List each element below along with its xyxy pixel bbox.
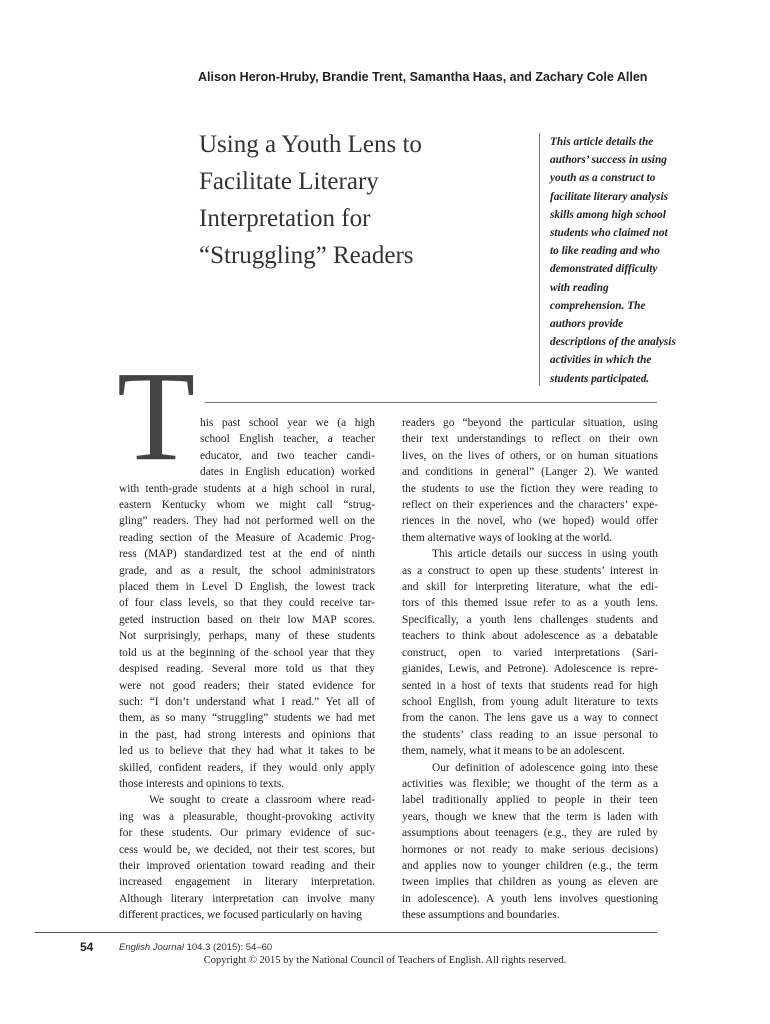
- abstract-line: authors provide: [550, 318, 624, 331]
- body-text-line: these assumptions and boundaries.: [402, 909, 560, 922]
- body-text-line: lives, on the lives of others, or on human situations: [402, 449, 658, 462]
- abstract-line: comprehension. The: [550, 299, 646, 312]
- body-text-line: skilled, confident readers, if they would only apply: [119, 761, 375, 774]
- body-text-line: teachers to think about adolescence as a debatable: [402, 630, 658, 643]
- body-text-line: them, namely, what it means to be an adolescent.: [402, 745, 625, 758]
- body-text-line: tween implies that children as young as eleven are: [402, 876, 658, 889]
- body-text-line: placed them in Level D English, the lowest track: [119, 581, 375, 594]
- abstract-line: descriptions of the analysis: [550, 336, 676, 349]
- body-text-line: tors of this themed issue refer to as a youth lens.: [402, 597, 658, 610]
- abstract-line: This article details the: [550, 136, 654, 148]
- body-text-line: eastern Kentucky whom we might call “strug-: [119, 499, 375, 512]
- body-text-line: construct, open to varied interpretations (Sari-: [402, 646, 658, 659]
- body-text-line: of four class levels, so that they could receive tar-: [119, 597, 375, 610]
- body-text-line: such: “I don’t understand what I read.” Yet all of: [119, 695, 375, 708]
- abstract-line: students participated.: [550, 372, 650, 385]
- body-text-line: cess would be, we decided, not their test scores, but: [119, 843, 375, 856]
- body-text-line: those interests and opinions to texts.: [119, 777, 285, 790]
- body-text-line: We sought to create a classroom where read-: [149, 794, 375, 807]
- abstract-line: with reading: [550, 281, 609, 294]
- abstract-line: authors’ success in using: [550, 154, 667, 167]
- body-text-line: for these students. Our primary evidence of suc-: [119, 827, 375, 840]
- body-text-line: geted instruction based on their low MAP scores.: [119, 613, 375, 626]
- abstract-line: students who claimed not: [550, 227, 668, 240]
- body-text-line: riences in the novel, who (we hoped) would offer: [402, 515, 658, 528]
- body-text-line: dates in English education) worked: [200, 466, 375, 479]
- body-text-line: the students’ class reading to an issue personal to: [402, 728, 658, 741]
- body-text-line: sented in a host of texts that students read for high: [402, 679, 658, 692]
- journal-name: English Journal: [119, 942, 184, 953]
- footer-divider: [35, 932, 657, 933]
- page-number: 54: [80, 940, 94, 954]
- body-text-line: gianides, Lewis, and Petrone). Adolescence is repre-: [402, 663, 658, 676]
- body-text-line: them alternative ways of looking at the world.: [402, 531, 613, 544]
- copyright-notice: Copyright © 2015 by the National Council of Teachers of English. All rights reserved.: [203, 955, 567, 966]
- body-text-line: in adolescence). A youth lens involves questioning: [402, 892, 658, 905]
- abstract-divider: [539, 133, 540, 386]
- body-text-line: activities was flexible; we thought of the term as a: [402, 777, 658, 790]
- body-text-line: Our definition of adolescence going into these: [432, 761, 658, 774]
- body-text-line: assumptions about teenagers (e.g., they are ruled by: [402, 827, 658, 840]
- body-text-line: their text understandings to reflect on their own: [402, 433, 658, 446]
- body-text-line: despised reading. Several more told us that they: [119, 663, 375, 676]
- body-text-line: years, though we knew that the term is laden with: [402, 810, 658, 823]
- body-text-line: and conditions in general” (Langer 2). We wanted: [402, 466, 658, 479]
- drop-cap: T: [117, 345, 196, 487]
- body-text-line: were not good readers; their stated evidence for: [119, 679, 375, 692]
- title-line: Facilitate Literary: [199, 168, 379, 195]
- body-text-line: his past school year we (a high: [200, 417, 375, 429]
- body-text-line: ing was a pleasurable, thought-provoking activity: [119, 810, 375, 823]
- abstract: [550, 133, 710, 388]
- body-text-line: readers go “beyond the particular situation, using: [402, 417, 658, 429]
- body-text-line: increased engagement in literary interpretation.: [119, 876, 375, 889]
- body-column-left: [119, 415, 375, 924]
- title-line: “Struggling” Readers: [199, 242, 414, 269]
- body-text-line: school English, from young adult literature to texts: [402, 695, 658, 708]
- abstract-line: activities in which the: [550, 354, 652, 367]
- body-text-line: reading section of the Measure of Academic Prog-: [119, 531, 375, 544]
- body-text-line: in the past, had strong interests and opinions that: [119, 728, 375, 741]
- abstract-line: demonstrated difficulty: [550, 263, 658, 276]
- body-text-line: told us at the beginning of the school year that they: [119, 646, 375, 659]
- body-text-line: and skill for interpreting literature, what the edi-: [402, 581, 658, 594]
- body-text-line: grade, and as a result, the school administrators: [119, 564, 375, 577]
- body-text-line: gling” readers. They had not performed well on the: [119, 515, 375, 528]
- body-top-divider: [205, 402, 657, 403]
- journal-citation: [119, 942, 272, 953]
- body-text-line: Specifically, a youth lens challenges students and: [402, 613, 658, 626]
- body-text-line: Although literary interpretation can involve many: [119, 892, 375, 905]
- body-text-line: with tenth-grade students at a high school in rural,: [119, 482, 375, 495]
- body-text-line: their improved orientation toward reading and their: [119, 859, 375, 872]
- abstract-line: facilitate literary analysis: [550, 190, 668, 203]
- body-text-line: led us to believe that they had what it takes to be: [119, 745, 375, 758]
- author-list: Alison Heron-Hruby, Brandie Trent, Samantha Haas, and Zachary Cole Allen: [198, 70, 648, 84]
- title-line: Using a Youth Lens to: [199, 131, 422, 158]
- body-text-line: This article details our success in using youth: [432, 548, 658, 561]
- body-text-line: label traditionally applied to people in their teen: [402, 794, 658, 807]
- body-text-line: and applies now to younger children (e.g., the term: [402, 859, 658, 872]
- body-text-line: the students to use the fiction they were reading to: [402, 482, 658, 495]
- body-text-line: educator, and two teacher candi-: [200, 449, 375, 462]
- body-text-line: as a construct to open up these students’ interest in: [402, 564, 658, 577]
- body-text-line: from the canon. The lens gave us a way to connect: [402, 712, 658, 725]
- article-title: [199, 126, 519, 274]
- abstract-line: to like reading and who: [550, 245, 660, 258]
- body-text-line: Not surprisingly, perhaps, many of these students: [119, 630, 375, 643]
- body-text-line: hormones or not ready to make serious decisions): [402, 843, 658, 856]
- title-line: Interpretation for: [199, 205, 371, 232]
- body-column-right: [402, 415, 658, 924]
- body-text-line: reflect on their experiences and the characters’ expe-: [402, 499, 658, 512]
- journal-issue: 104.3 (2015): 54–60: [186, 942, 273, 953]
- abstract-line: skills among high school: [550, 208, 666, 221]
- abstract-line: youth as a construct to: [550, 172, 656, 185]
- body-text-line: different practices, we focused particularly on having: [119, 909, 363, 922]
- body-text-line: ress (MAP) standardized test at the end of ninth: [119, 548, 375, 561]
- body-text-line: them, as so many “struggling” students we had met: [119, 712, 375, 725]
- body-text-line: school English teacher, a teacher: [200, 433, 375, 446]
